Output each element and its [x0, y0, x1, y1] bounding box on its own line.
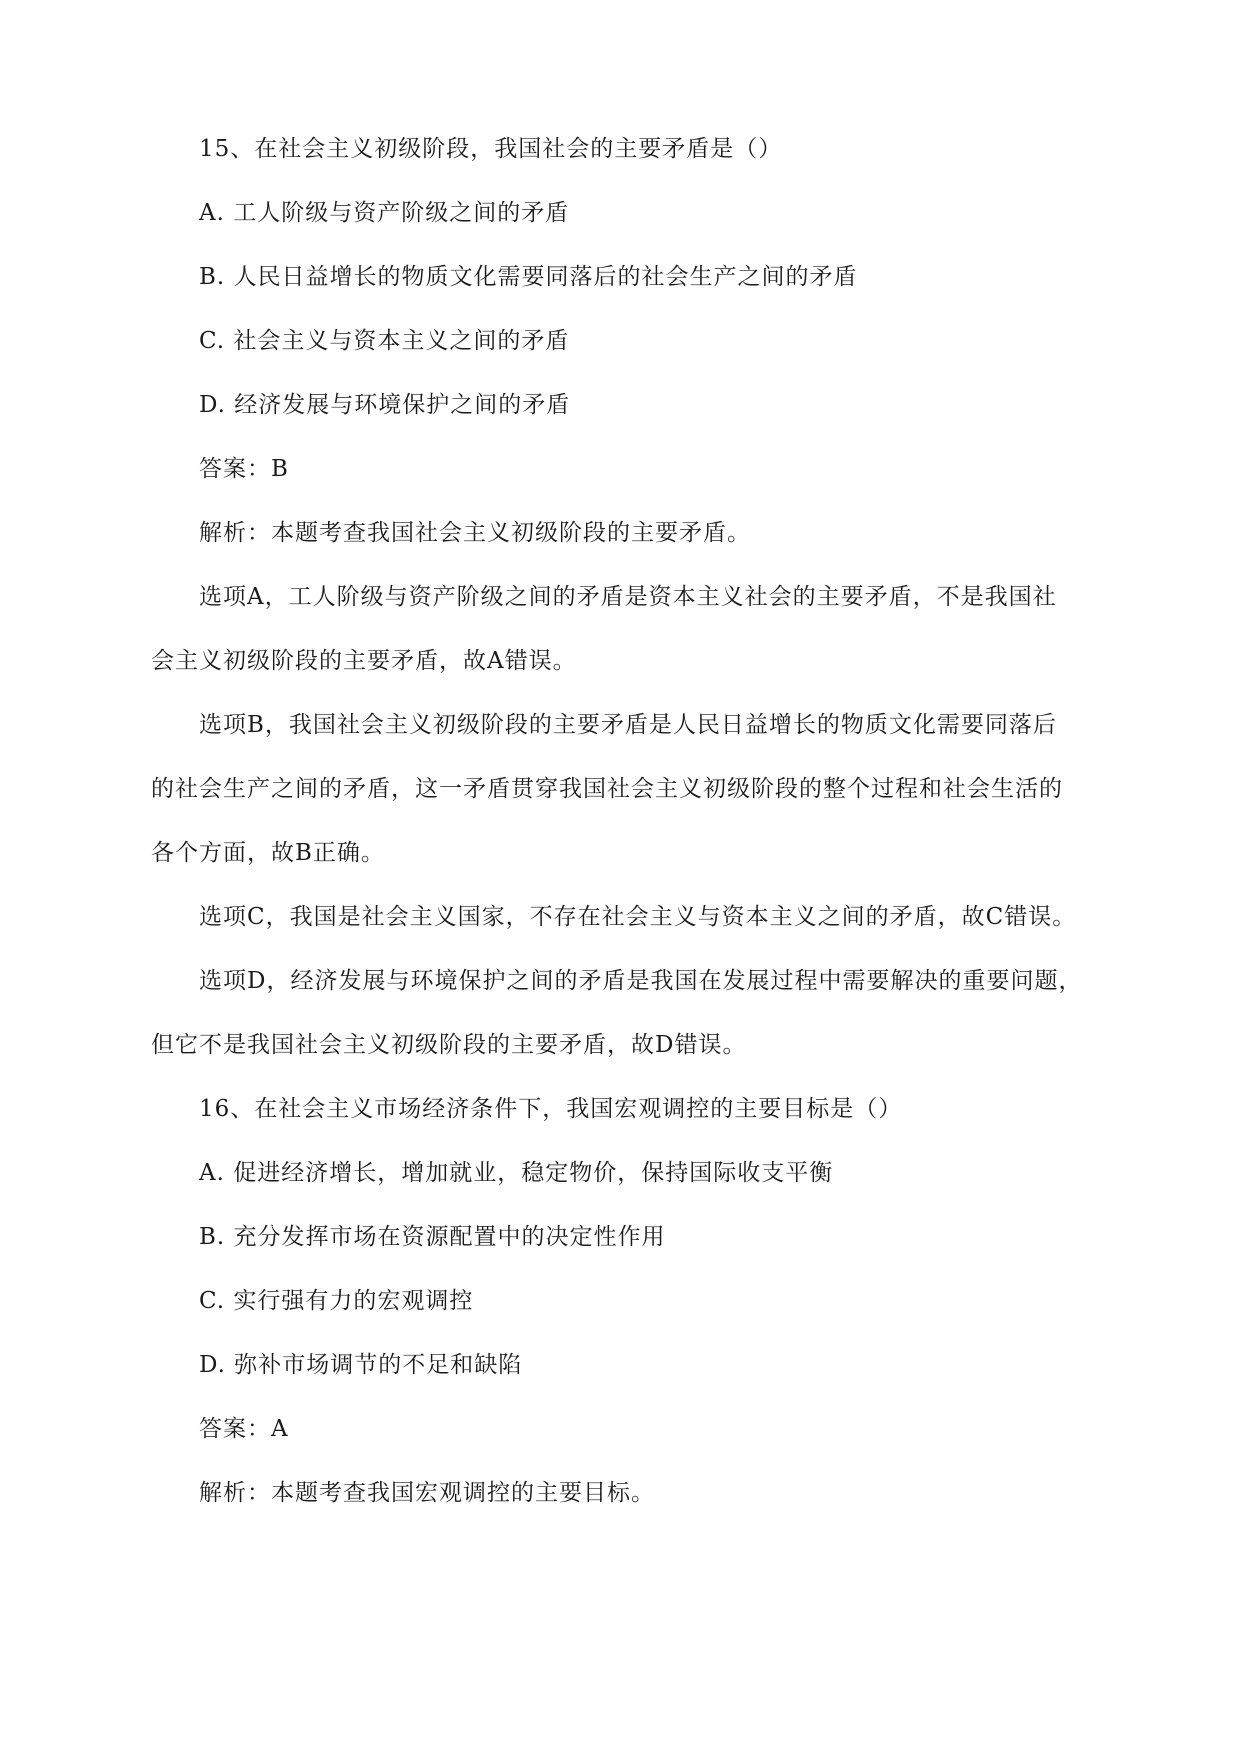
explanation-d-line-1: 选项D，经济发展与环境保护之间的矛盾是我国在发展过程中需要解决的重要问题， [199, 968, 1083, 994]
explanation-b-line-3: 各个方面，故B正确。 [151, 840, 385, 866]
question-15-analysis: 解析：本题考查我国社会主义初级阶段的主要矛盾。 [199, 520, 751, 546]
question-15-stem: 15、在社会主义初级阶段，我国社会的主要矛盾是（） [199, 136, 783, 162]
explanation-b-line-1: 选项B，我国社会主义初级阶段的主要矛盾是人民日益增长的物质文化需要同落后 [199, 712, 1057, 738]
explanation-a-line-2: 会主义初级阶段的主要矛盾，故A错误。 [151, 648, 577, 674]
explanation-d-line-2: 但它不是我国社会主义初级阶段的主要矛盾，故D错误。 [151, 1032, 747, 1058]
question-16-option-b: B. 充分发挥市场在资源配置中的决定性作用 [199, 1224, 666, 1250]
question-15-option-c: C. 社会主义与资本主义之间的矛盾 [199, 328, 570, 354]
question-16-answer: 答案：A [199, 1416, 289, 1442]
question-15-answer: 答案：B [199, 456, 289, 482]
question-15-option-a: A. 工人阶级与资产阶级之间的矛盾 [199, 200, 570, 226]
question-15-option-b: B. 人民日益增长的物质文化需要同落后的社会生产之间的矛盾 [199, 264, 858, 290]
explanation-a-line-1: 选项A，工人阶级与资产阶级之间的矛盾是资本主义社会的主要矛盾，不是我国社 [199, 584, 1057, 610]
question-16-analysis: 解析：本题考查我国宏观调控的主要目标。 [199, 1480, 655, 1506]
explanation-b-line-2: 的社会生产之间的矛盾，这一矛盾贯穿我国社会主义初级阶段的整个过程和社会生活的 [151, 776, 1063, 802]
question-16-option-c: C. 实行强有力的宏观调控 [199, 1288, 474, 1314]
explanation-c-line-1: 选项C，我国是社会主义国家，不存在社会主义与资本主义之间的矛盾，故C错误。 [199, 904, 1077, 930]
question-15-option-d: D. 经济发展与环境保护之间的矛盾 [199, 392, 571, 418]
question-16-option-a: A. 促进经济增长，增加就业，稳定物价，保持国际收支平衡 [199, 1160, 834, 1186]
question-16-stem: 16、在社会主义市场经济条件下，我国宏观调控的主要目标是（） [199, 1096, 903, 1122]
question-16-option-d: D. 弥补市场调节的不足和缺陷 [199, 1352, 523, 1378]
